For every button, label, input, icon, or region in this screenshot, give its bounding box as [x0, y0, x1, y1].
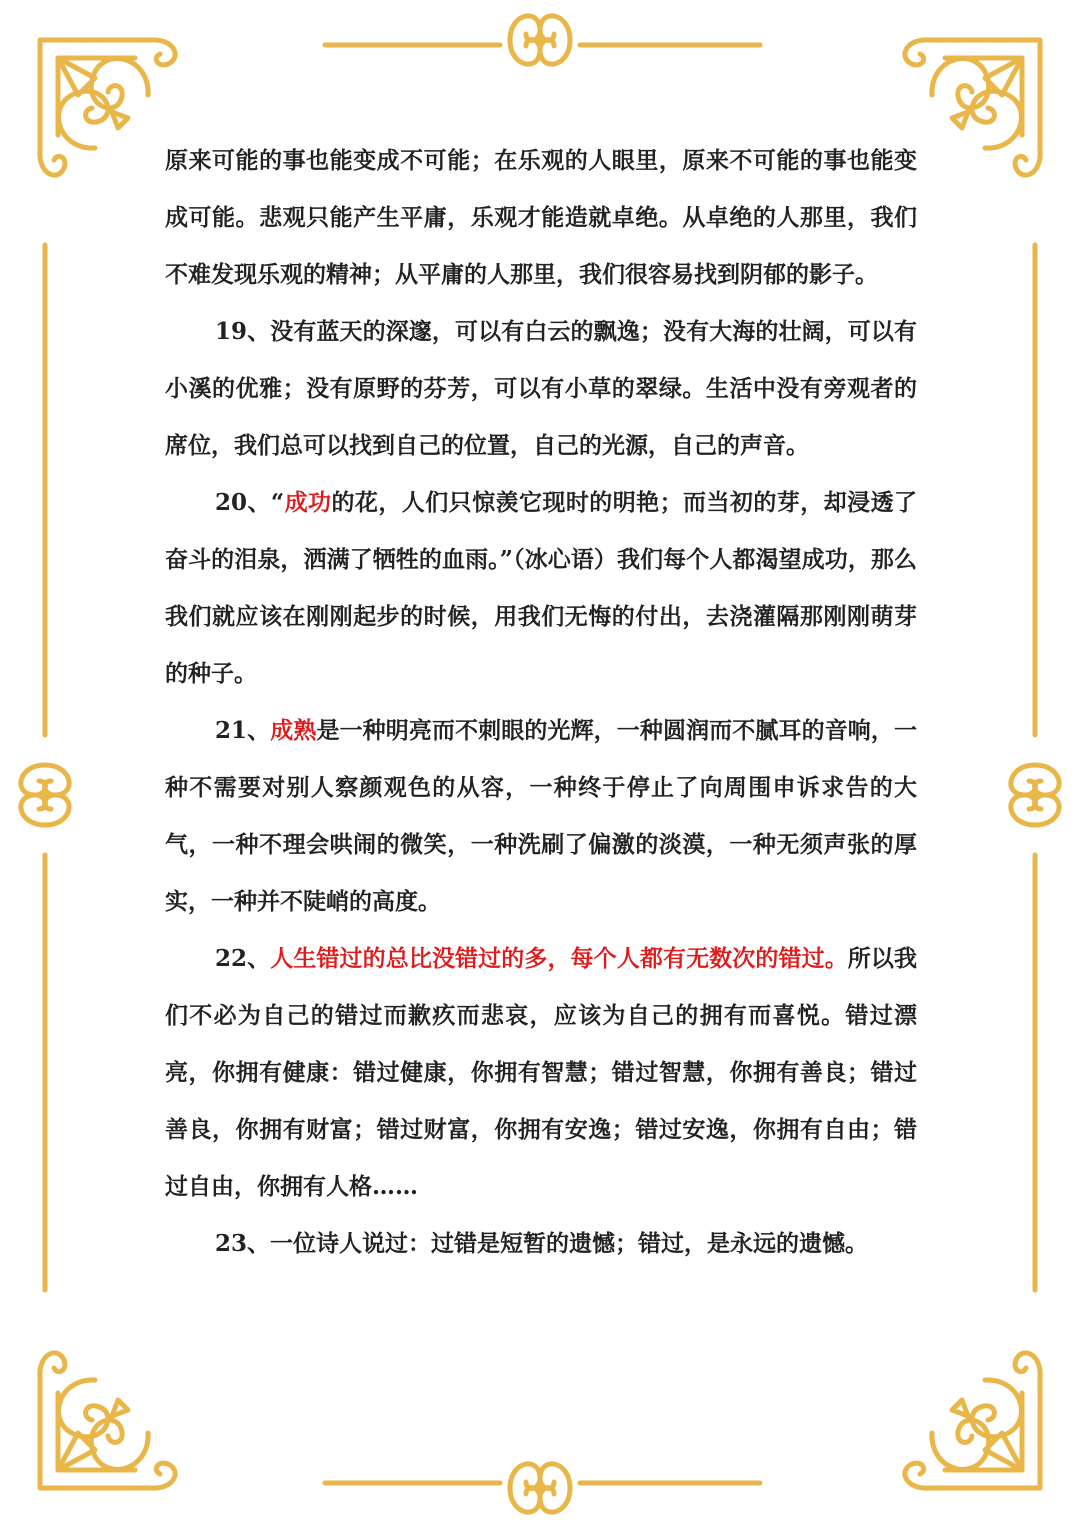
paragraph	[165, 702, 917, 930]
paragraph-text: 19、没有蓝天的深邃，可以有白云的飘逸；没有大海的壮阔，可以有小溪的优雅；没有原野的芬芳，可以有小草的翠绿。生活中没有旁观者的席位，我们总可以找到自己的位置，自己的光源，自己的声音。	[165, 318, 917, 459]
highlighted-text: 成熟	[270, 717, 317, 744]
paragraph-text: 22、	[215, 945, 271, 972]
paragraph-text: 20、“	[215, 489, 285, 516]
paragraph	[165, 132, 917, 303]
paragraph-text: 的花，人们只惊羡它现时的明艳；而当初的芽，却浸透了奋斗的泪泉，洒满了牺牲的血雨。”（冰心语）我们每个人都渴望成功，那么我们就应该在刚刚起步的时候，用我们无悔的付出，去浇灌隔那刚刚萌芽的种子。	[165, 489, 918, 687]
paragraph-text: 23、一位诗人说过：过错是短暂的遗憾；错过，是永远的遗憾。	[215, 1230, 869, 1257]
paragraph	[165, 474, 917, 702]
highlighted-text: 人生错过的总比没错过的多，每个人都有无数次的错过。	[270, 945, 848, 972]
paragraph-text: 原来可能的事也能变成不可能；在乐观的人眼里，原来不可能的事也能变成可能。悲观只能产生平庸，乐观才能造就卓绝。从卓绝的人那里，我们不难发现乐观的精神；从平庸的人那里，我们很容易找到阴郁的影子。	[165, 147, 917, 288]
highlighted-text: 成功	[284, 489, 332, 516]
paragraph-text: 21、	[215, 717, 271, 744]
paragraph	[165, 1215, 917, 1272]
paragraph-text: 所以我们不必为自己的错过而歉疚而悲哀，应该为自己的拥有而喜悦。错过漂亮，你拥有健康：错过健康，你拥有智慧；错过智慧，你拥有善良；错过善良，你拥有财富；错过财富，你拥有安逸；错过安逸，你拥有自由；错过自由，你拥有人格……	[165, 945, 918, 1200]
paragraph	[165, 303, 917, 474]
article-body	[165, 132, 917, 1272]
paragraph	[165, 930, 917, 1215]
paragraph-text: 是一种明亮而不刺眼的光辉，一种圆润而不腻耳的音响，一种不需要对别人察颜观色的从容，一种终于停止了向周围申诉求告的大气，一种不理会哄闹的微笑，一种洗刷了偏激的淡漠，一种无须声张的厚实，一种并不陡峭的高度。	[165, 717, 918, 915]
